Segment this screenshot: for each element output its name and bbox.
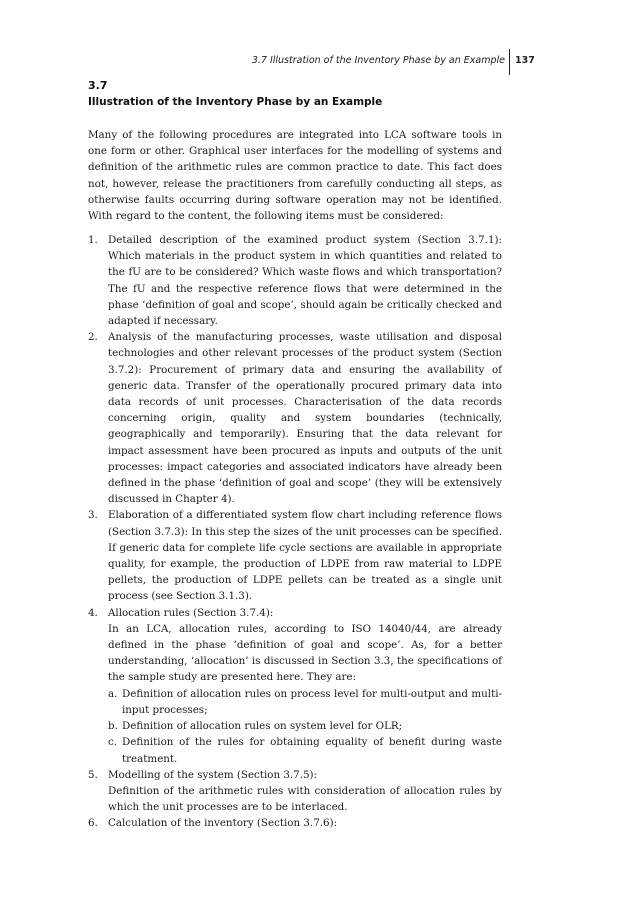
- running-header-title: 3.7 Illustration of the Inventory Phase by an Example: [251, 55, 505, 66]
- sub-list-text: Definition of the rules for obtaining equality of benefit during waste treatment.: [122, 736, 502, 765]
- intro-paragraph: Many of the following procedures are integrated into LCA software tools in one form or other. Graphical user interfaces for the modelling of systems and definition of the arithmetic rules are common practice to date. This fact does not, however, release the practitioners from carefully conducting all steps, as otherwise faults occurring during software operation may not be identified. With regard to the content, the following items must be considered:: [88, 129, 502, 223]
- list-item-text: Detailed description of the examined product system (Section 3.7.1): Which materials in the product system in which quantities and related to the fU are to be considered? Which waste flows and which transportation? The fU and the respective reference flows that were determined in the phase ‘definition of goal and scope’, should again be critically checked and adapted if necessary.: [108, 234, 502, 328]
- section-title: Illustration of the Inventory Phase by an Example: [88, 96, 383, 108]
- list-item: [88, 329, 502, 507]
- list-item: [88, 605, 502, 767]
- sub-list-item: [108, 718, 502, 734]
- list-item-detail: In an LCA, allocation rules, according to ISO 14040/44, are already defined in the phase ‘definition of goal and scope’. As, for a better understanding, ‘allocation’ is discussed in Section 3.3, the specifications of the sample study are presented here. They are:: [108, 622, 502, 684]
- running-header: [0, 49, 627, 71]
- list-item: [88, 767, 502, 816]
- list-item-number: 2.: [88, 331, 98, 344]
- sub-list: [108, 686, 502, 767]
- sub-list-letter: c.: [108, 736, 118, 749]
- sub-list-item: [108, 686, 502, 718]
- list-item-number: 4.: [88, 606, 98, 619]
- list-item: [88, 232, 502, 329]
- sub-list-text: Definition of allocation rules on process level for multi-output and multi-input processes;: [122, 687, 502, 716]
- list-item-number: 6.: [88, 817, 98, 830]
- sub-list-text: Definition of allocation rules on system level for OLR;: [122, 720, 403, 733]
- list-item-text: Analysis of the manufacturing processes, waste utilisation and disposal technologies and other relevant processes of the product system (Section 3.7.2): Procurement of primary data and ensuring the availability of generic data. Transfer of the operationally procured primary data into data records of unit processes. Characterisation of the data records concerning origin, quality and system boundaries (technically, geographically and temporarily). Ensuring that the data relevant for impact assessment have been procured as inputs and outputs of the unit processes: impact categories and associated indicators have already been defined in the phase ‘definition of goal and scope’ (they will be extensively discussed in Chapter 4).: [108, 331, 502, 506]
- list-item-text: Allocation rules (Section 3.7.4):: [108, 606, 274, 619]
- sub-list-letter: a.: [108, 687, 118, 700]
- procedure-list: [88, 232, 502, 832]
- list-item-number: 3.: [88, 509, 98, 522]
- list-item-text: Calculation of the inventory (Section 3.7.6):: [108, 817, 338, 830]
- page-number: 137: [515, 55, 535, 66]
- list-item-detail: Definition of the arithmetic rules with consideration of allocation rules by which the unit processes are to be interlaced.: [108, 784, 502, 814]
- header-divider: [509, 49, 510, 75]
- list-item-number: 5.: [88, 768, 98, 781]
- sub-list-item: [108, 734, 502, 766]
- list-item-text: Modelling of the system (Section 3.7.5):: [108, 768, 318, 781]
- list-item: [88, 507, 502, 604]
- list-item-number: 1.: [88, 234, 98, 246]
- list-item: [88, 815, 502, 831]
- sub-list-letter: b.: [108, 720, 118, 733]
- list-item-text: Elaboration of a differentiated system flow chart including reference flows (Section 3.7.3): In this step the sizes of the unit processes can be specified. If generic data for complete life cycle sections are available in appropriate quality, for example, the production of LDPE from raw material to LDPE pellets, the production of LDPE pellets can be treated as a single unit process (see Section 3.1.3).: [108, 509, 502, 603]
- section-number: 3.7: [88, 79, 108, 92]
